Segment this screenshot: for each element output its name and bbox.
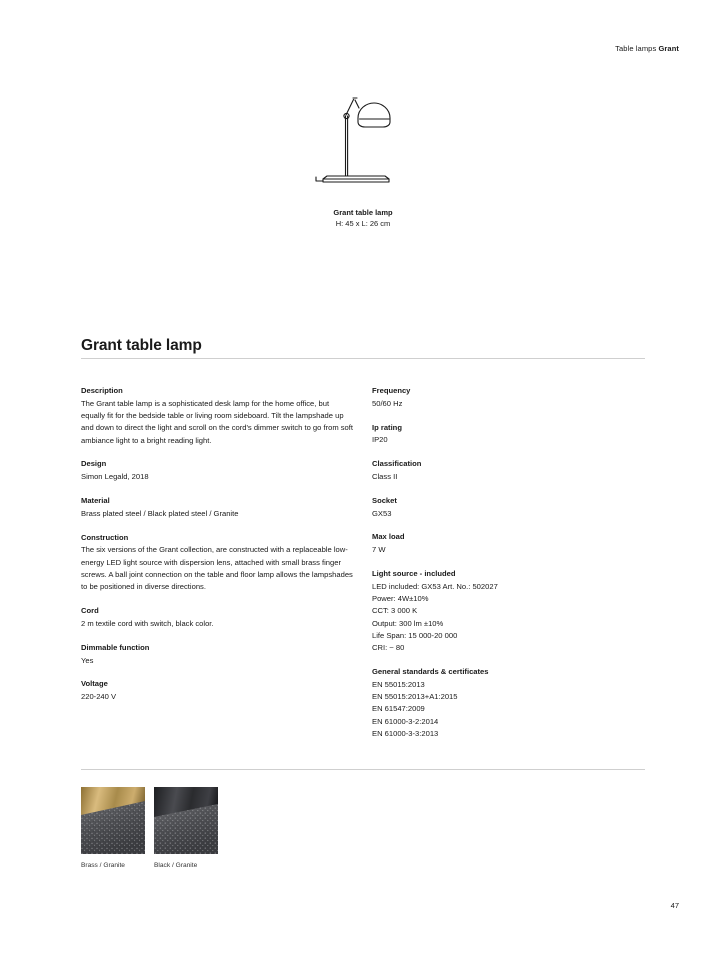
spec-heading: Dimmable function [81,642,150,652]
swatch-image [81,787,145,854]
spec-heading: Max load [372,532,405,542]
spec-block-max-load [372,531,645,556]
spec-block-material [81,495,354,520]
running-header [615,44,679,53]
spec-list-item: EN 61547:2009 [372,704,425,714]
divider-top [81,358,645,359]
spec-text: Class II [372,471,398,481]
spec-list-item: CRI: ~ 80 [372,643,405,653]
spec-heading: Design [81,459,107,469]
spec-text: 2 m textile cord with switch, black color. [81,618,214,628]
spec-list-item: Power: 4W±10% [372,594,429,604]
spec-heading: Voltage [81,679,108,689]
spec-block-frequency [372,385,645,410]
table-lamp-icon [303,78,423,198]
spec-text: The six versions of the Grant collection, are constructed with a replaceable low-energy LED light source with dispersion lens, attached with small brass finger screws. A ball joint connection on the table and floor lamp allows the lampshades to be positioned in diverse directions. [81,545,353,592]
spec-heading: Classification [372,459,422,469]
spec-heading: Light source - included [372,568,456,578]
spec-heading: Description [81,386,123,395]
swatch-black-granite[interactable] [154,787,218,872]
spec-heading: General standards & certificates [372,667,489,677]
spec-text: 50/60 Hz [372,398,403,408]
spec-block-light-source [372,568,645,655]
figure-caption [0,208,726,230]
spec-text: 7 W [372,545,386,555]
material-swatch-list [81,787,218,872]
product-illustration-container [0,78,726,203]
spec-list-item: Output: 300 lm ±10% [372,618,444,628]
spec-block-socket [372,495,645,520]
spec-heading: Construction [81,532,129,542]
swatch-image [154,787,218,854]
figure-caption-title: Grant table lamp [333,208,393,217]
spec-list-item: LED included: GX53 Art. No.: 502027 [372,581,498,591]
spec-text: GX53 [372,508,392,518]
header-category: Table lamps [615,44,659,53]
spec-text: 220-240 V [81,692,117,702]
swatch-label: Brass / Granite [81,862,125,869]
spec-text: IP20 [372,435,388,445]
spec-column-left [81,385,354,703]
page-title: Grant table lamp [81,337,202,355]
header-product: Grant [658,44,679,53]
spec-block-design [81,458,354,483]
spec-block-standards [372,666,645,740]
spec-list [372,581,645,655]
spec-heading: Frequency [372,386,411,395]
spec-block-construction [81,532,354,594]
spec-list-item: EN 55015:2013+A1:2015 [372,692,458,702]
spec-block-classification [372,458,645,483]
spec-heading: Cord [81,606,99,616]
spec-block-ip-rating [372,422,645,447]
spec-column-right [372,385,645,740]
spec-list-item: EN 61000-3-3:2013 [372,729,439,739]
spec-heading: Material [81,496,110,506]
spec-list [372,679,645,740]
swatch-brass-granite[interactable] [81,787,145,872]
spec-heading: Ip rating [372,422,402,432]
spec-block-voltage [81,678,354,703]
spec-text: Yes [81,655,94,665]
spec-block-dimmable-function [81,642,354,667]
spec-block-cord [81,605,354,630]
spec-block-description [81,385,354,447]
spec-list-item: Life Span: 15 000-20 000 [372,630,458,640]
page-number: 47 [670,901,679,910]
spec-heading: Socket [372,495,397,505]
spec-list-item: CCT: 3 000 K [372,606,418,616]
swatch-label: Black / Granite [154,862,198,869]
spec-text: Brass plated steel / Black plated steel / Granite [81,508,239,518]
figure-caption-dimensions: H: 45 x L: 26 cm [335,218,391,228]
spec-text: Simon Legald, 2018 [81,472,149,482]
spec-list-item: EN 61000-3-2:2014 [372,716,439,726]
divider-bottom [81,769,645,770]
spec-list-item: EN 55015:2013 [372,679,425,689]
spec-text: The Grant table lamp is a sophisticated desk lamp for the home office, but equally fit for the bedside table or living room sideboard. Tilt the lampshade up and down to direct the light and scroll on the cord's dimmer switch to go from soft ambiance light to a bright reading light. [81,398,353,445]
